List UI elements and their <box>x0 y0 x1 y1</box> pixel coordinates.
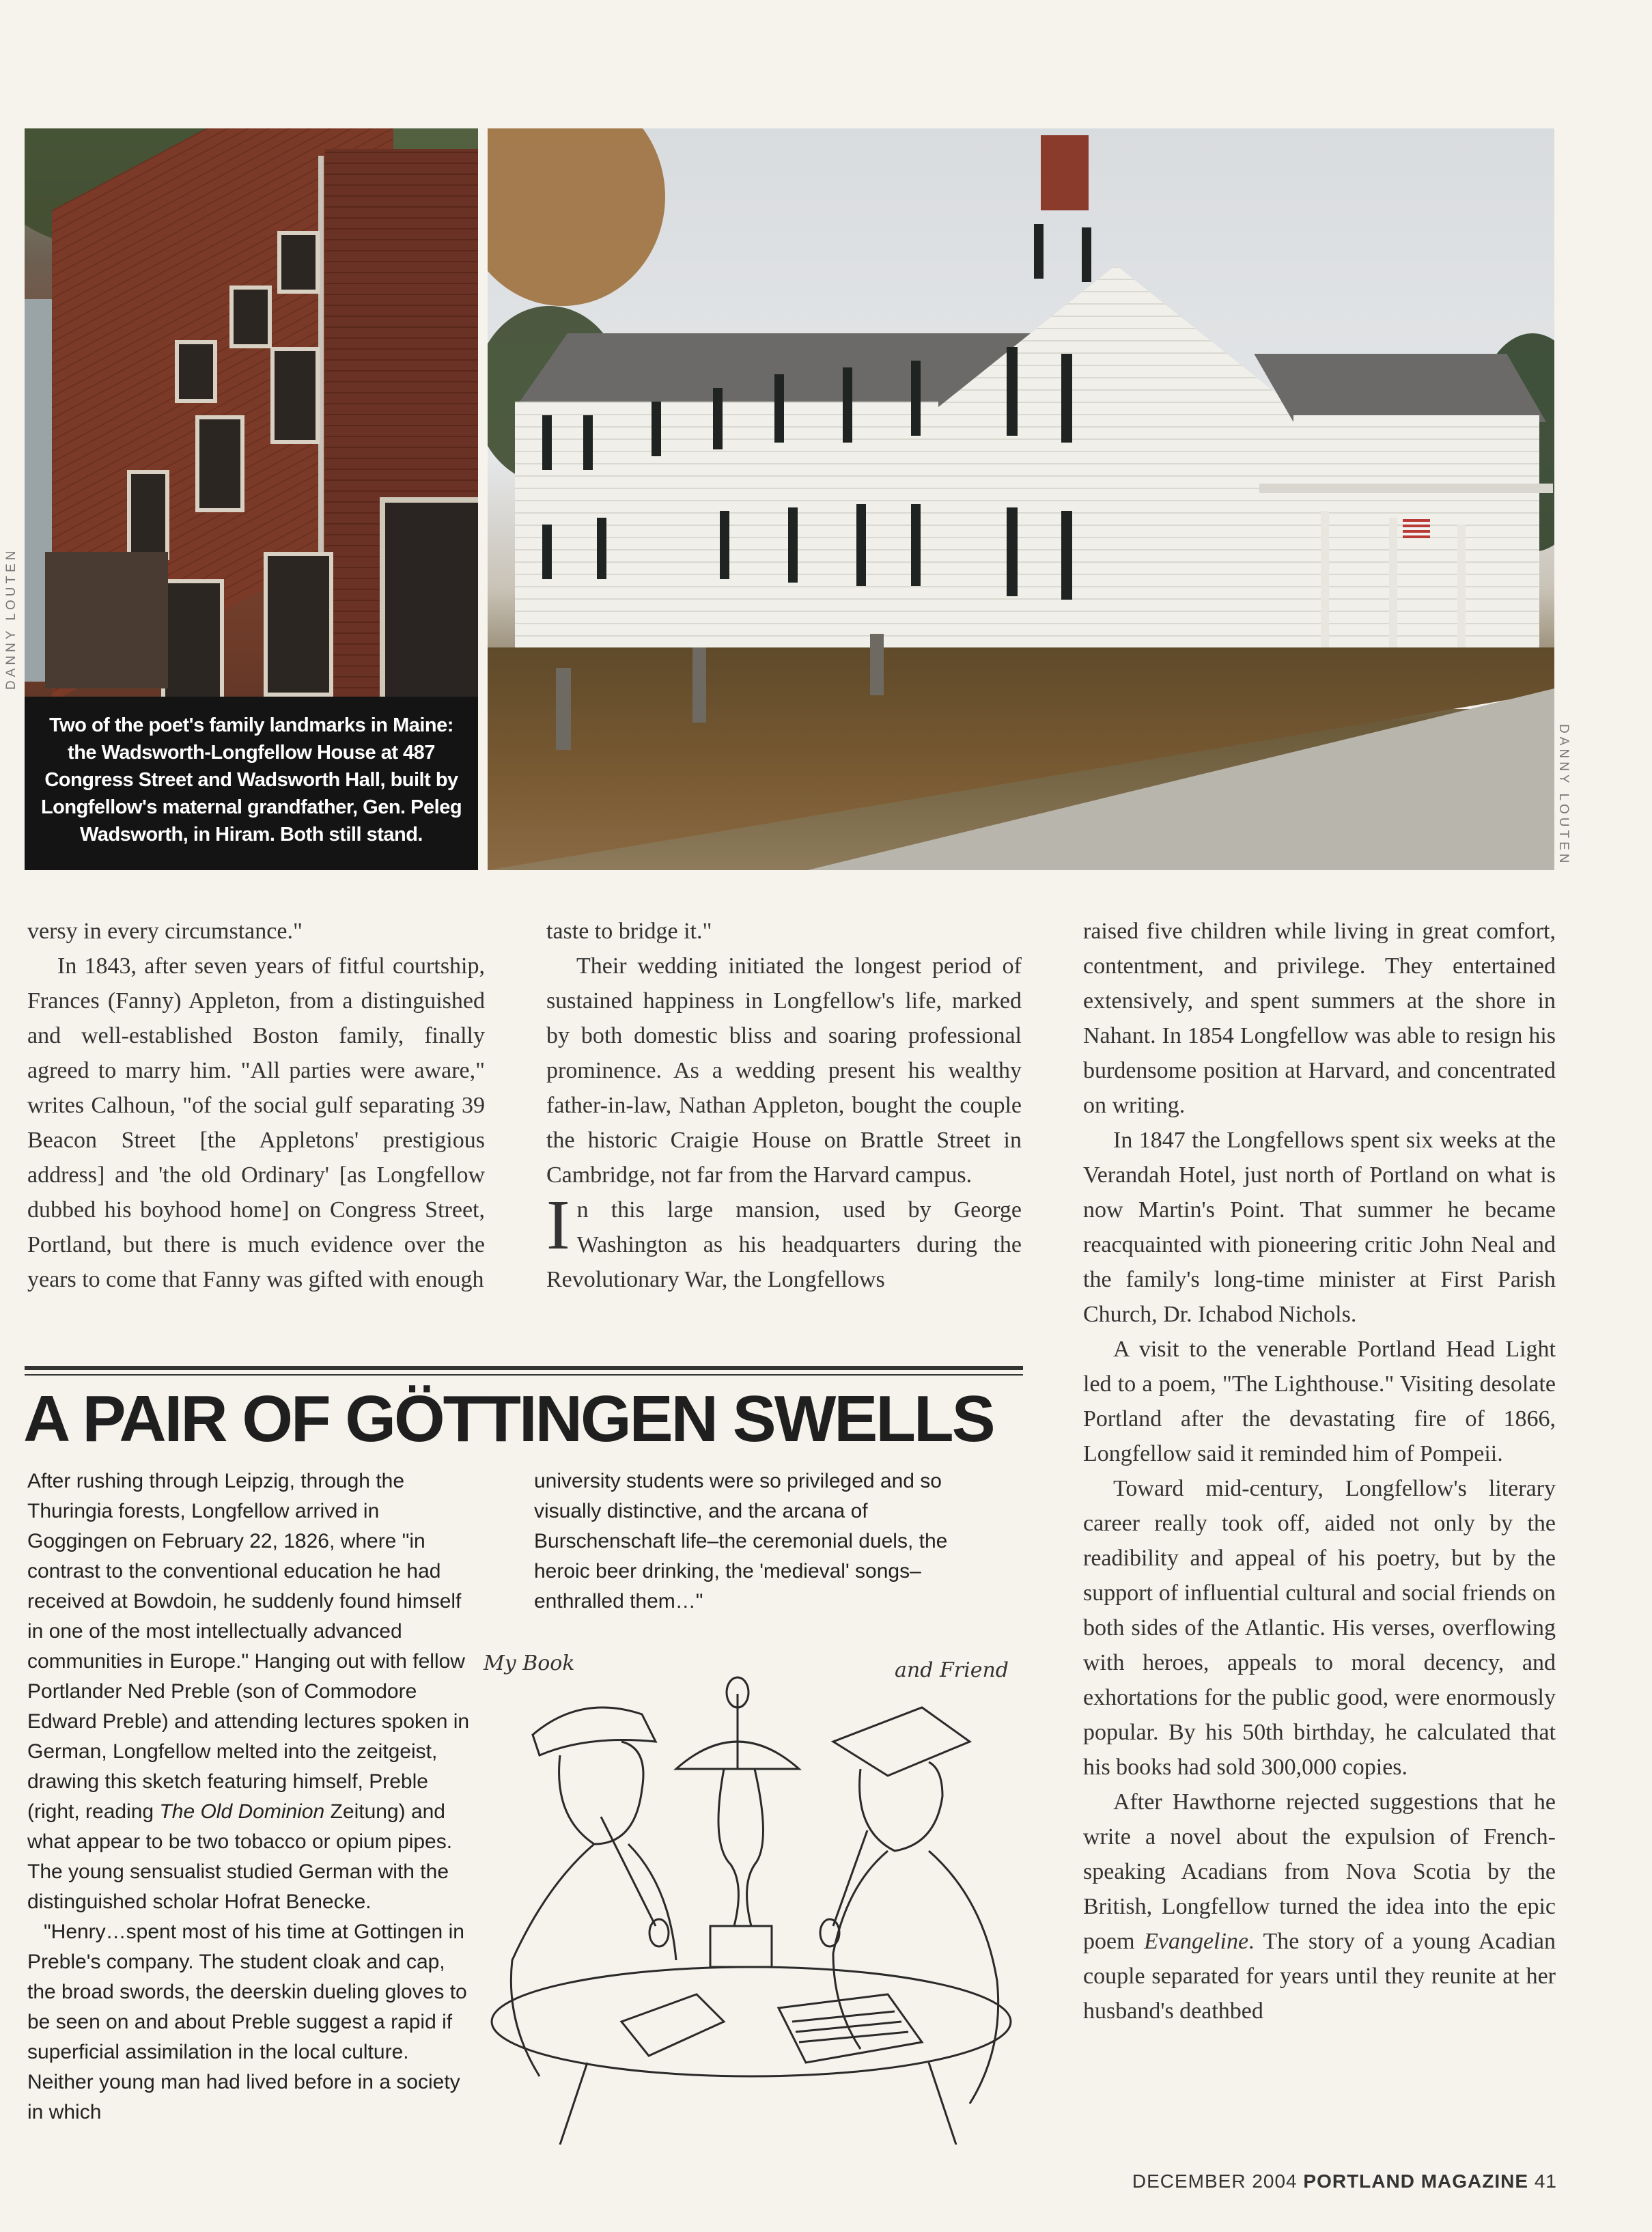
article-paragraph <box>1083 1785 1556 2028</box>
sidebar-column-2 <box>534 1466 971 1617</box>
sidebar-rule <box>25 1366 1023 1370</box>
page-number: 41 <box>1534 2171 1557 2192</box>
sketch-label-left: My Book <box>484 1651 575 1675</box>
sidebar-paragraph: "Henry…spent most of his time at Gottingen in Preble's company. The student cloak and cap, the broad swords, the deerskin dueling gloves to be seen on and about Preble suggest a rapid if superficial assimilation in the local culture. Neither young man had lived before in a society in which <box>27 1921 467 2123</box>
article-paragraph: In 1843, after seven years of fitful courtship, Frances (Fanny) Appleton, from a distinguished and well-established Boston family, finally agreed to marry him. "All parties were aware," writes Calhoun, "of the social gulf separating 39 Beacon Street [the Appletons' prestigious address] and 'the old Ordinary' [as Longfellow dubbed his boyhood home] on Congress Street, Portland, but there is much evidence over the years to come that Fanny was gifted with enough <box>27 953 485 1292</box>
sidebar-column-1 <box>27 1466 478 2128</box>
sidebar-rule-thin <box>25 1374 1023 1376</box>
article-paragraph: A visit to the venerable Portland Head Light led to a poem, "The Lighthouse." Visiting desolate Portland after the devastating fire of 1866, Longfellow said it reminded him of Pompeii. <box>1083 1337 1556 1466</box>
photo-credit-right: DANNY LOUTEN <box>1556 724 1571 867</box>
magazine-name: PORTLAND MAGAZINE <box>1303 2171 1529 2192</box>
article-column-2 <box>546 914 1022 1297</box>
page-folio <box>1093 2171 1557 2192</box>
article-paragraph: taste to bridge it." <box>546 919 712 944</box>
sidebar-paragraph: university students were so privileged and so visually distinctive, and the arcana of Burschenschaft life–the ceremonial duels, the heroic beer drinking, the 'medieval' songs–enthralled them…" <box>534 1470 948 1613</box>
article-paragraph-dropcap <box>546 1186 1022 1297</box>
newspaper-title: The Old Dominion <box>159 1800 325 1823</box>
article-column-3 <box>1083 914 1556 2028</box>
drop-cap: I <box>546 1186 570 1264</box>
text-run: Zeitung) and what appear to be two tobacco or opium pipes. The young sensualist studied German with the distinguished scholar Hofrat Benecke. <box>27 1800 453 1913</box>
article-paragraph: Toward mid-century, Longfellow's literary career really took off, aided not only by the readibility and appeal of his poetry, but by the support of influential cultural and social friends on both sides of the Atlantic. His verses, overflowing with heroes, appeals to moral decency, and exhortations for the public good, were enormously popular. By his 50th birthday, he calculated that his books had sold 300,000 copies. <box>1083 1476 1556 1780</box>
sidebar-paragraph <box>27 1466 478 1917</box>
sketch-drawing <box>451 1639 1079 2145</box>
longfellow-sketch <box>451 1639 1079 2145</box>
article-paragraph-text: n this large mansion, used by George Washington as his headquarters during the Revolutionary War, the Longfellows <box>546 1197 1022 1292</box>
sidebar-headline: A PAIR OF GÖTTINGEN SWELLS <box>23 1382 994 1455</box>
article-paragraph: raised five children while living in great comfort, contentment, and privilege. They entertained extensively, and spent summers at the shore in Nahant. In 1854 Longfellow was able to resign his burdensome position at Harvard, and concentrated on writing. <box>1083 919 1556 1118</box>
text-run: After rushing through Leipzig, through the Thuringia forests, Longfellow arrived in Goggingen on February 22, 1826, where "in contrast to the conventional education he had received at Bowdoin, he suddenly found himself in one of the most intellectually advanced communities in Europe." Hanging out with fellow Portlander Ned Preble (son of Commodore Edward Preble) and attending lectures spoken in German, Longfellow melted into the zeitgeist, drawing this sketch featuring himself, Preble (right, reading <box>27 1470 470 1823</box>
sketch-label-right: and Friend <box>895 1658 1009 1682</box>
poem-title: Evangeline <box>1144 1929 1249 1954</box>
article-column-1 <box>27 914 485 1297</box>
article-paragraph: versy in every circumstance." <box>27 919 303 944</box>
article-paragraph: In 1847 the Longfellows spent six weeks at the Verandah Hotel, just north of Portland on what is now Martin's Point. That summer he became reacquainted with pioneering critic John Neal and the family's long-time minister at First Parish Church, Dr. Ichabod Nichols. <box>1083 1128 1556 1327</box>
photo-credit-left: DANNY LOUTEN <box>4 547 18 690</box>
photo-wadsworth-hall <box>488 128 1554 870</box>
article-paragraph: Their wedding initiated the longest period of sustained happiness in Longfellow's life, marked by both domestic bliss and soaring professional prominence. As a wedding present his wealthy father-in-law, Nathan Appleton, bought the couple the historic Craigie House on Brattle Street in Cambridge, not far from the Harvard campus. <box>546 953 1022 1188</box>
issue-date: DECEMBER 2004 <box>1132 2171 1298 2192</box>
text-run: . The story of a young Acadian couple separated for years until they reunite at her husband's deathbed <box>1083 1929 1556 2024</box>
photo-caption: Two of the poet's family landmarks in Maine: the Wadsworth-Longfellow House at 487 Congress Street and Wadsworth Hall, built by Longfellow's maternal grandfather, Gen. Peleg Wadsworth, in Hiram. Both still stand. <box>25 697 478 870</box>
text-run: After Hawthorne rejected suggestions that he write a novel about the expulsion of French-speaking Acadians from Nova Scotia by the British, Longfellow turned the idea into the epic poem <box>1083 1789 1556 1954</box>
